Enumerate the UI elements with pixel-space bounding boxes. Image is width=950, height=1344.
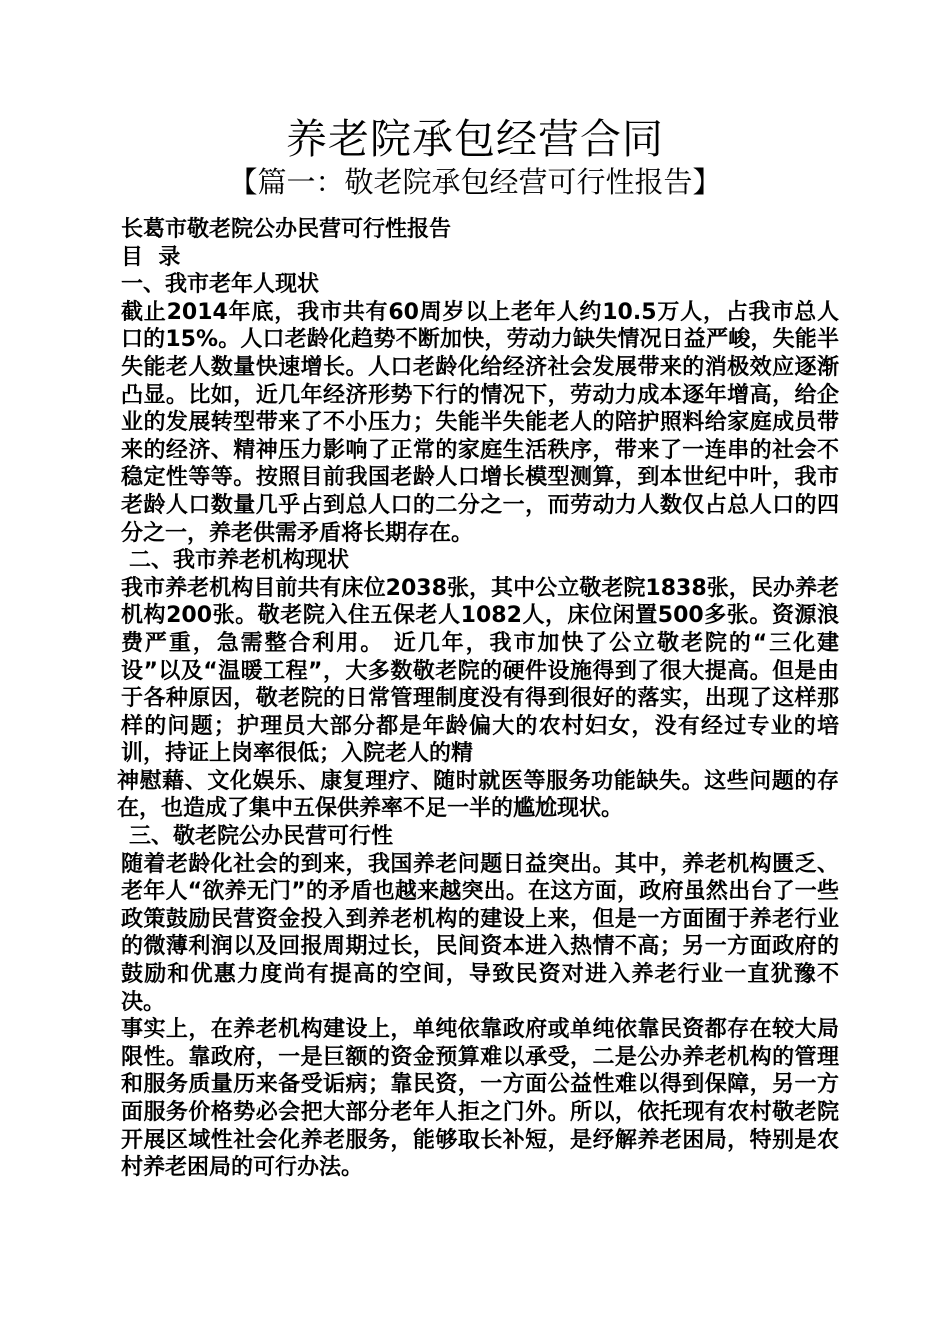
document-subtitle: 【篇一：敬老院承包经营可行性报告】 <box>228 165 722 199</box>
section-1-paragraph: 截止2014年底，我市共有60周岁以上老年人约10.5万人，占我市总人口的15%。人口老龄化趋势不断加快，劳动力缺失情况日益严峻，失能半失能老人数量快速增长。人口老龄化给经济社会发展带来的消极效应逐渐凸显。比如，近几年经济形势下行的情况下，劳动力成本逐年增高，给企业的发展转型带来了不小压力；失能半失能老人的陪护照料给家庭成员带来的经济、精神压力影响了正常的家庭生活秩序，带来了一连串的社会不稳定性等等。按照目前我国老龄人口增长模型测算，到本世纪中叶，我市老龄人口数量几乎占到总人口的二分之一，而劳动力人数仅占总人口的四分之一，养老供需矛盾将长期存在。 <box>121 299 839 546</box>
section-3-paragraph-2: 事实上，在养老机构建设上，单纯依靠政府或单纯依靠民资都存在较大局限性。靠政府，一是巨额的资金预算难以承受，二是公办养老机构的管理和服务质量历来备受诟病；靠民资，一方面公益性难以得到保障，另一方面服务价格势必会把大部分老年人拒之门外。所以，依托现有农村敬老院开展区域性社会化养老服务，能够取长补短，是纾解养老困局，特别是农村养老困局的可行办法。 <box>121 1017 839 1181</box>
section-3-paragraph-1: 随着老龄化社会的到来，我国养老问题日益突出。其中，养老机构匮乏、老年人“欲养无门”的矛盾也越来越突出。在这方面，政府虽然出台了一些政策鼓励民营资金投入到养老机构的建设上来，但是一方面囿于养老行业的微薄利润以及回报周期过长，民间资本进入热情不高；另一方面政府的鼓励和优惠力度尚有提高的空间，导致民资对进入养老行业一直犹豫不决。 <box>121 851 839 1015</box>
section-2-paragraph-a: 我市养老机构目前共有床位2038张，其中公立敬老院1838张，民办养老机构200张。敬老院入住五保老人1082人，床位闲置500多张。资源浪费严重，急需整合利用。 近几年，我市加快了公立敬老院的“三化建设”以及“温暖工程”，大多数敬老院的硬件设施得到了很大提高。但是由于各种原因，敬老院的日常管理制度没有得到很好的落实，出现了这样那样的问题；护理员大部分都是年龄偏大的农村妇女，没有经过专业的培训，持证上岗率很低；入院老人的精 <box>121 575 839 767</box>
toc-label: 目 录 <box>121 244 181 270</box>
section-1-heading: 一、我市老年人现状 <box>121 272 320 298</box>
section-2-heading: 二、我市养老机构现状 <box>129 548 350 574</box>
section-2-paragraph-b: 神慰藉、文化娱乐、康复理疗、随时就医等服务功能缺失。这些问题的存在，也造成了集中五保供养率不足一半的尴尬现状。 <box>117 768 839 822</box>
report-title: 长葛市敬老院公办民营可行性报告 <box>121 217 452 242</box>
section-3-heading: 三、敬老院公办民营可行性 <box>129 824 394 850</box>
document-title: 养老院承包经营合同 <box>286 115 664 163</box>
document-body <box>117 216 839 1182</box>
